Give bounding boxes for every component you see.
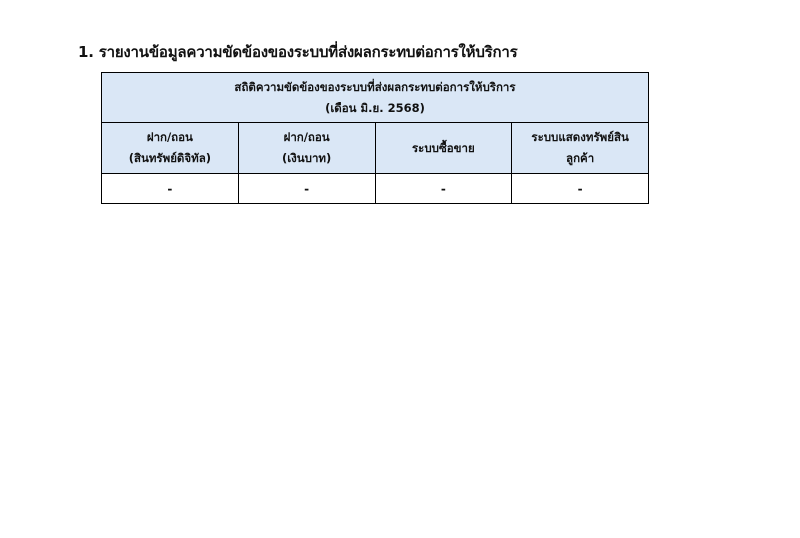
section-heading: 1. รายงานข้อมูลความขัดข้องของระบบที่ส่งผลกระทบต่อการให้บริการ [78, 43, 518, 61]
table-title [102, 73, 649, 123]
column-header-deposit-withdraw-digital-assets [102, 123, 239, 174]
table-cell: - [102, 174, 239, 204]
column-header-sublabel: ลูกค้า [566, 151, 595, 165]
table-title-line1: สถิติความขัดข้องของระบบที่ส่งผลกระทบต่อการให้บริการ [234, 79, 516, 94]
table-cell: - [238, 174, 375, 204]
table-cell: - [512, 174, 649, 204]
table-row [102, 174, 649, 204]
column-header-sublabel: (เงินบาท) [281, 151, 332, 165]
column-header-label: ฝาก/ถอน [283, 130, 330, 144]
table-header-row [102, 123, 649, 174]
table-title-period: (เดือน มิ.ย. 2568) [325, 100, 425, 115]
column-header-label: ระบบแสดงทรัพย์สิน [531, 130, 629, 144]
table-title-row [102, 73, 649, 123]
incident-statistics-table [101, 72, 649, 204]
column-header-trading-system [375, 123, 512, 174]
column-header-label: ระบบซื้อขาย [412, 140, 475, 155]
table-cell: - [375, 174, 512, 204]
column-header-customer-asset-display-system [512, 123, 649, 174]
column-header-label: ฝาก/ถอน [146, 130, 193, 144]
column-header-deposit-withdraw-baht [238, 123, 375, 174]
column-header-sublabel: (สินทรัพย์ดิจิทัล) [128, 151, 212, 165]
